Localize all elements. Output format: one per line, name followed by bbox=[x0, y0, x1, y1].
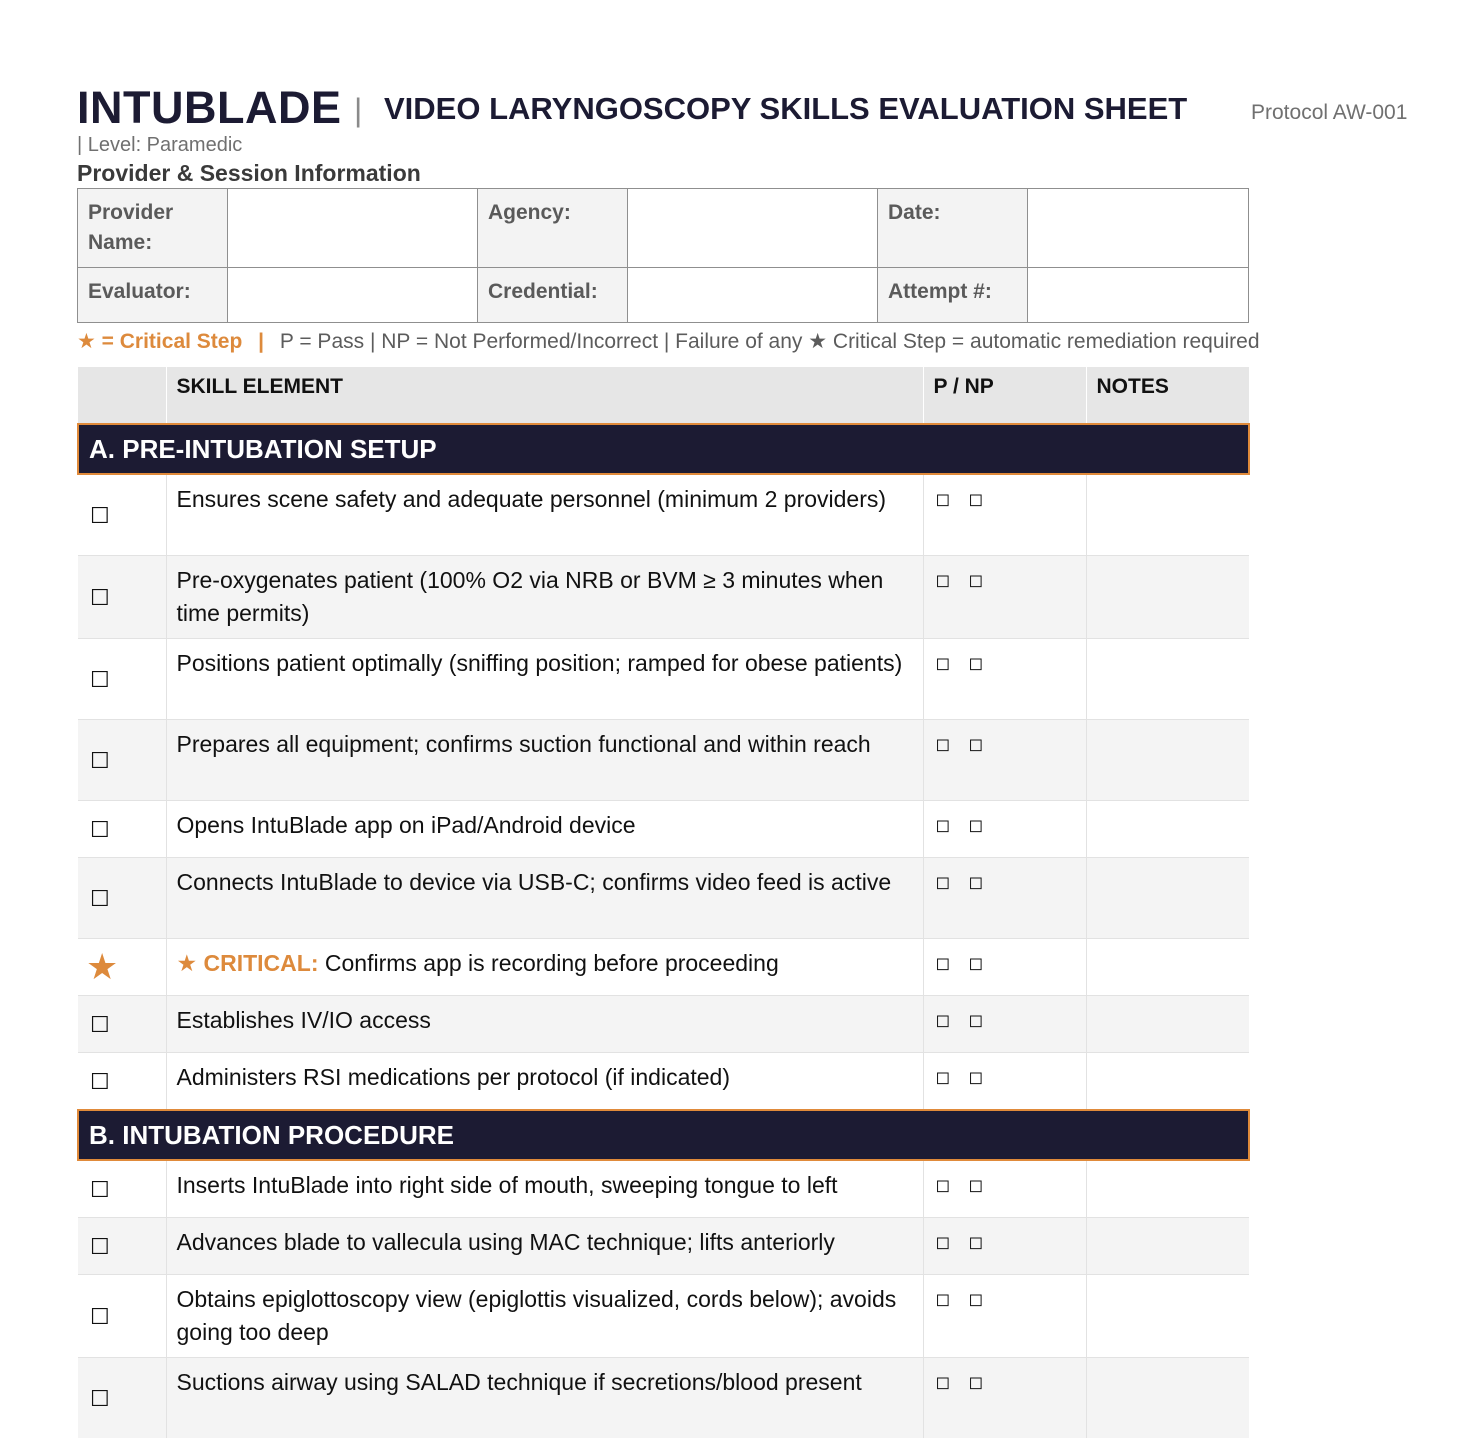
column-header-skill: SKILL ELEMENT bbox=[166, 367, 923, 424]
column-header-notes: NOTES bbox=[1086, 367, 1249, 424]
level-label: | Level: Paramedic bbox=[77, 134, 1437, 160]
skill-row bbox=[78, 556, 1249, 639]
notes-cell[interactable] bbox=[1086, 639, 1249, 720]
skill-element-text: Prepares all equipment; confirms suction functional and within reach bbox=[177, 731, 871, 757]
skill-checkbox[interactable]: ☐ bbox=[78, 639, 166, 720]
skill-element-cell bbox=[166, 1275, 923, 1358]
provider-section-heading: Provider & Session Information bbox=[77, 160, 1437, 188]
skill-element-text: Obtains epiglottoscopy view (epiglottis visualized, cords below); avoids going too deep bbox=[177, 1286, 897, 1345]
pass-checkbox[interactable]: ◻ bbox=[936, 1289, 951, 1309]
not-performed-checkbox[interactable]: ◻ bbox=[968, 815, 983, 835]
section-title: B. INTUBATION PROCEDURE bbox=[78, 1110, 1249, 1160]
skill-checkbox[interactable]: ☐ bbox=[78, 720, 166, 801]
not-performed-checkbox[interactable]: ◻ bbox=[968, 1010, 983, 1030]
skills-table bbox=[77, 367, 1250, 1438]
skill-element-cell bbox=[166, 474, 923, 556]
pass-fail-cell bbox=[923, 801, 1086, 858]
notes-cell[interactable] bbox=[1086, 474, 1249, 556]
not-performed-checkbox[interactable]: ◻ bbox=[968, 489, 983, 509]
skill-row bbox=[78, 858, 1249, 939]
skill-element-text: Confirms app is recording before proceeding bbox=[325, 950, 779, 976]
provider-name-field[interactable] bbox=[228, 189, 478, 268]
section-title: A. PRE-INTUBATION SETUP bbox=[78, 424, 1249, 474]
not-performed-checkbox[interactable]: ◻ bbox=[968, 1289, 983, 1309]
pass-fail-cell bbox=[923, 1358, 1086, 1438]
evaluator-field[interactable] bbox=[228, 268, 478, 323]
pass-fail-cell bbox=[923, 556, 1086, 639]
skill-element-text: Establishes IV/IO access bbox=[177, 1007, 431, 1033]
skill-row bbox=[78, 474, 1249, 556]
skill-row bbox=[78, 801, 1249, 858]
skill-element-text: Positions patient optimally (sniffing position; ramped for obese patients) bbox=[177, 650, 903, 676]
skill-checkbox[interactable]: ☐ bbox=[78, 474, 166, 556]
evaluation-sheet bbox=[77, 82, 1437, 1438]
pass-checkbox[interactable]: ◻ bbox=[936, 872, 951, 892]
skill-checkbox[interactable]: ☐ bbox=[78, 1275, 166, 1358]
pass-checkbox[interactable]: ◻ bbox=[936, 489, 951, 509]
pass-checkbox[interactable]: ◻ bbox=[936, 570, 951, 590]
not-performed-checkbox[interactable]: ◻ bbox=[968, 872, 983, 892]
pass-fail-cell bbox=[923, 639, 1086, 720]
skill-checkbox[interactable]: ☐ bbox=[78, 556, 166, 639]
not-performed-checkbox[interactable]: ◻ bbox=[968, 734, 983, 754]
pass-checkbox[interactable]: ◻ bbox=[936, 653, 951, 673]
skill-element-cell bbox=[166, 1053, 923, 1111]
notes-cell[interactable] bbox=[1086, 996, 1249, 1053]
date-field[interactable] bbox=[1028, 189, 1249, 268]
not-performed-checkbox[interactable]: ◻ bbox=[968, 1175, 983, 1195]
skill-row bbox=[78, 1275, 1249, 1358]
notes-cell[interactable] bbox=[1086, 720, 1249, 801]
pass-fail-cell bbox=[923, 939, 1086, 996]
pass-fail-cell bbox=[923, 720, 1086, 801]
skill-element-text: Connects IntuBlade to device via USB-C; confirms video feed is active bbox=[177, 869, 892, 895]
notes-cell[interactable] bbox=[1086, 1218, 1249, 1275]
agency-label: Agency: bbox=[478, 189, 628, 268]
pass-fail-cell bbox=[923, 1218, 1086, 1275]
not-performed-checkbox[interactable]: ◻ bbox=[968, 953, 983, 973]
sheet-title: VIDEO LARYNGOSCOPY SKILLS EVALUATION SHEET bbox=[384, 91, 1187, 127]
skill-row bbox=[78, 1053, 1249, 1111]
title-bar bbox=[77, 82, 1437, 134]
notes-cell[interactable] bbox=[1086, 1275, 1249, 1358]
pass-fail-cell bbox=[923, 1160, 1086, 1218]
pass-fail-cell bbox=[923, 858, 1086, 939]
pass-checkbox[interactable]: ◻ bbox=[936, 1232, 951, 1252]
credential-label: Credential: bbox=[478, 268, 628, 323]
skill-row bbox=[78, 939, 1249, 996]
agency-field[interactable] bbox=[628, 189, 878, 268]
pass-fail-cell bbox=[923, 1275, 1086, 1358]
skill-checkbox[interactable]: ☐ bbox=[78, 1160, 166, 1218]
pass-checkbox[interactable]: ◻ bbox=[936, 815, 951, 835]
notes-cell[interactable] bbox=[1086, 556, 1249, 639]
skill-row bbox=[78, 1160, 1249, 1218]
pass-fail-cell bbox=[923, 474, 1086, 556]
skill-row bbox=[78, 996, 1249, 1053]
skill-checkbox[interactable]: ☐ bbox=[78, 1358, 166, 1438]
pass-fail-cell bbox=[923, 996, 1086, 1053]
skill-element-cell bbox=[166, 801, 923, 858]
skill-checkbox[interactable]: ☐ bbox=[78, 1053, 166, 1111]
column-header-pnp: P / NP bbox=[923, 367, 1086, 424]
pass-checkbox[interactable]: ◻ bbox=[936, 1010, 951, 1030]
skill-element-cell bbox=[166, 1218, 923, 1275]
pass-checkbox[interactable]: ◻ bbox=[936, 1372, 951, 1392]
legend bbox=[77, 325, 1437, 367]
legend-separator: | bbox=[258, 330, 264, 353]
skill-row bbox=[78, 1218, 1249, 1275]
skill-element-cell bbox=[166, 639, 923, 720]
skill-element-cell bbox=[166, 1160, 923, 1218]
skill-element-cell bbox=[166, 996, 923, 1053]
skills-header-row bbox=[78, 367, 1249, 424]
skill-checkbox[interactable]: ☐ bbox=[78, 996, 166, 1053]
not-performed-checkbox[interactable]: ◻ bbox=[968, 653, 983, 673]
skill-element-text: Administers RSI medications per protocol (if indicated) bbox=[177, 1064, 731, 1090]
notes-cell[interactable] bbox=[1086, 801, 1249, 858]
brand-name: INTUBLADE bbox=[77, 82, 341, 134]
critical-label: ★ CRITICAL: bbox=[177, 950, 319, 976]
notes-cell[interactable] bbox=[1086, 1053, 1249, 1111]
not-performed-checkbox[interactable]: ◻ bbox=[968, 1372, 983, 1392]
pass-checkbox[interactable]: ◻ bbox=[936, 1175, 951, 1195]
attempt-label: Attempt #: bbox=[878, 268, 1028, 323]
skill-row bbox=[78, 639, 1249, 720]
notes-cell[interactable] bbox=[1086, 858, 1249, 939]
pass-checkbox[interactable]: ◻ bbox=[936, 1067, 951, 1087]
legend-text: P = Pass | NP = Not Performed/Incorrect | Failure of any ★ Critical Step = automatic remediation required bbox=[280, 330, 1260, 353]
evaluator-label: Evaluator: bbox=[78, 268, 228, 323]
skill-row bbox=[78, 1358, 1249, 1438]
attempt-field[interactable] bbox=[1028, 268, 1249, 323]
skill-element-text: Advances blade to vallecula using MAC technique; lifts anteriorly bbox=[177, 1229, 835, 1255]
notes-cell[interactable] bbox=[1086, 939, 1249, 996]
section-header-row bbox=[78, 424, 1249, 474]
pass-checkbox[interactable]: ◻ bbox=[936, 953, 951, 973]
legend-critical: ★ = Critical Step bbox=[77, 330, 242, 353]
skill-row bbox=[78, 720, 1249, 801]
skill-element-text: Ensures scene safety and adequate personnel (minimum 2 providers) bbox=[177, 486, 887, 512]
notes-cell[interactable] bbox=[1086, 1160, 1249, 1218]
skill-element-cell bbox=[166, 1358, 923, 1438]
skill-element-cell bbox=[166, 939, 923, 996]
skill-checkbox[interactable]: ☐ bbox=[78, 858, 166, 939]
skill-element-text: Suctions airway using SALAD technique if secretions/blood present bbox=[177, 1369, 862, 1395]
not-performed-checkbox[interactable]: ◻ bbox=[968, 1067, 983, 1087]
title-separator: | bbox=[354, 92, 362, 129]
skill-element-cell bbox=[166, 556, 923, 639]
not-performed-checkbox[interactable]: ◻ bbox=[968, 1232, 983, 1252]
skill-element-text: Pre-oxygenates patient (100% O2 via NRB or BVM ≥ 3 minutes when time permits) bbox=[177, 567, 884, 626]
provider-info-table bbox=[77, 188, 1249, 323]
not-performed-checkbox[interactable]: ◻ bbox=[968, 570, 983, 590]
notes-cell[interactable] bbox=[1086, 1358, 1249, 1438]
provider-name-label: Provider Name: bbox=[78, 189, 228, 268]
date-label: Date: bbox=[878, 189, 1028, 268]
critical-star-icon: ★ bbox=[78, 939, 166, 996]
skill-element-text: Inserts IntuBlade into right side of mouth, sweeping tongue to left bbox=[177, 1172, 838, 1198]
skill-element-text: Opens IntuBlade app on iPad/Android device bbox=[177, 812, 636, 838]
pass-checkbox[interactable]: ◻ bbox=[936, 734, 951, 754]
protocol-label: Protocol AW-001 bbox=[1251, 101, 1407, 125]
skill-checkbox[interactable]: ☐ bbox=[78, 1218, 166, 1275]
skill-checkbox[interactable]: ☐ bbox=[78, 801, 166, 858]
skill-element-cell bbox=[166, 858, 923, 939]
column-header-check bbox=[78, 367, 166, 424]
skill-element-cell bbox=[166, 720, 923, 801]
pass-fail-cell bbox=[923, 1053, 1086, 1111]
credential-field[interactable] bbox=[628, 268, 878, 323]
section-header-row bbox=[78, 1110, 1249, 1160]
